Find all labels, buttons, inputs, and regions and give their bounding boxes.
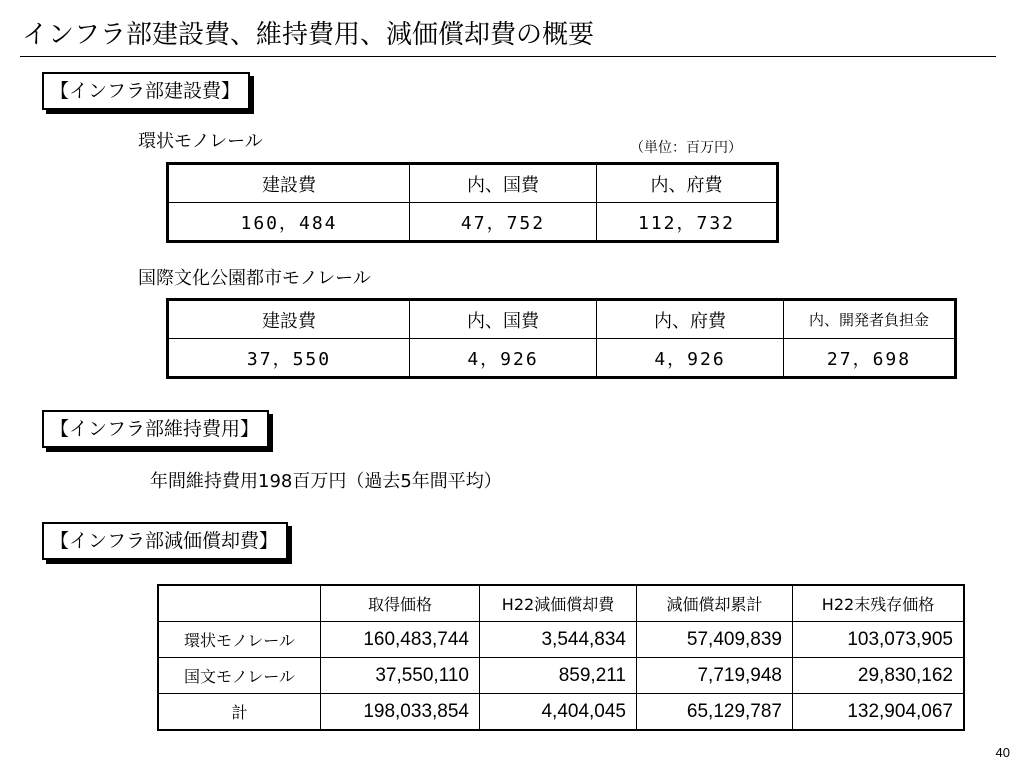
table-row (158, 622, 964, 658)
row-label: 国文モノレール (158, 658, 321, 694)
table-header-row (168, 300, 956, 339)
table-cell: 65,129,787 (637, 694, 793, 731)
row-label: 計 (158, 694, 321, 731)
table-header-cell: 減価償却累計 (637, 585, 793, 622)
monorail-cost-table (166, 162, 779, 243)
table-cell: 29,830,162 (793, 658, 965, 694)
table-header-cell: 内、開発者負担金 (784, 300, 956, 339)
section-label-depreciation: 【インフラ部減価償却費】 (42, 522, 288, 560)
table-header-cell: H22末残存価格 (793, 585, 965, 622)
park-monorail-cost-table (166, 298, 957, 379)
table-cell: 859,211 (480, 658, 637, 694)
table-cell: 198,033,854 (321, 694, 480, 731)
table-cell: 4,404,045 (480, 694, 637, 731)
table-header-row (168, 164, 778, 203)
table-cell: 112，732 (597, 203, 778, 242)
table-header-cell: 内、国費 (410, 164, 597, 203)
page-number: 40 (995, 745, 1010, 760)
table-cell: 4，926 (410, 339, 597, 378)
table-header-cell: 取得価格 (321, 585, 480, 622)
table-cell: 103,073,905 (793, 622, 965, 658)
table-row (168, 339, 956, 378)
unit-label: （単位：百万円） (630, 140, 742, 156)
table-header-cell: 内、府費 (597, 164, 778, 203)
table-cell: 47，752 (410, 203, 597, 242)
monorail-name: 環状モノレール (138, 131, 263, 152)
table-cell: 160,483,744 (321, 622, 480, 658)
table-header-cell: 建設費 (168, 164, 410, 203)
table-row (158, 694, 964, 731)
table-header-row (158, 585, 964, 622)
maintenance-text: 年間維持費用198百万円（過去5年間平均） (150, 471, 502, 492)
table-cell: 3,544,834 (480, 622, 637, 658)
table-header-cell: 内、府費 (597, 300, 784, 339)
park-monorail-name: 国際文化公園都市モノレール (138, 268, 371, 289)
table-header-cell: H22減価償却費 (480, 585, 637, 622)
table-header-cell: 建設費 (168, 300, 410, 339)
table-cell: 132,904,067 (793, 694, 965, 731)
table-cell: 37，550 (168, 339, 410, 378)
section-label-construction: 【インフラ部建設費】 (42, 72, 250, 110)
table-cell: 37,550,110 (321, 658, 480, 694)
page-title: インフラ部建設費、維持費用、減価償却費の概要 (22, 20, 595, 50)
section-label-maintenance: 【インフラ部維持費用】 (42, 410, 269, 448)
table-header-cell (158, 585, 321, 622)
title-divider (20, 56, 996, 57)
table-cell: 57,409,839 (637, 622, 793, 658)
table-cell: 7,719,948 (637, 658, 793, 694)
table-row (158, 658, 964, 694)
table-cell: 4，926 (597, 339, 784, 378)
table-cell: 160，484 (168, 203, 410, 242)
depreciation-table (157, 584, 965, 731)
table-header-cell: 内、国費 (410, 300, 597, 339)
row-label: 環状モノレール (158, 622, 321, 658)
table-cell: 27，698 (784, 339, 956, 378)
table-row (168, 203, 778, 242)
